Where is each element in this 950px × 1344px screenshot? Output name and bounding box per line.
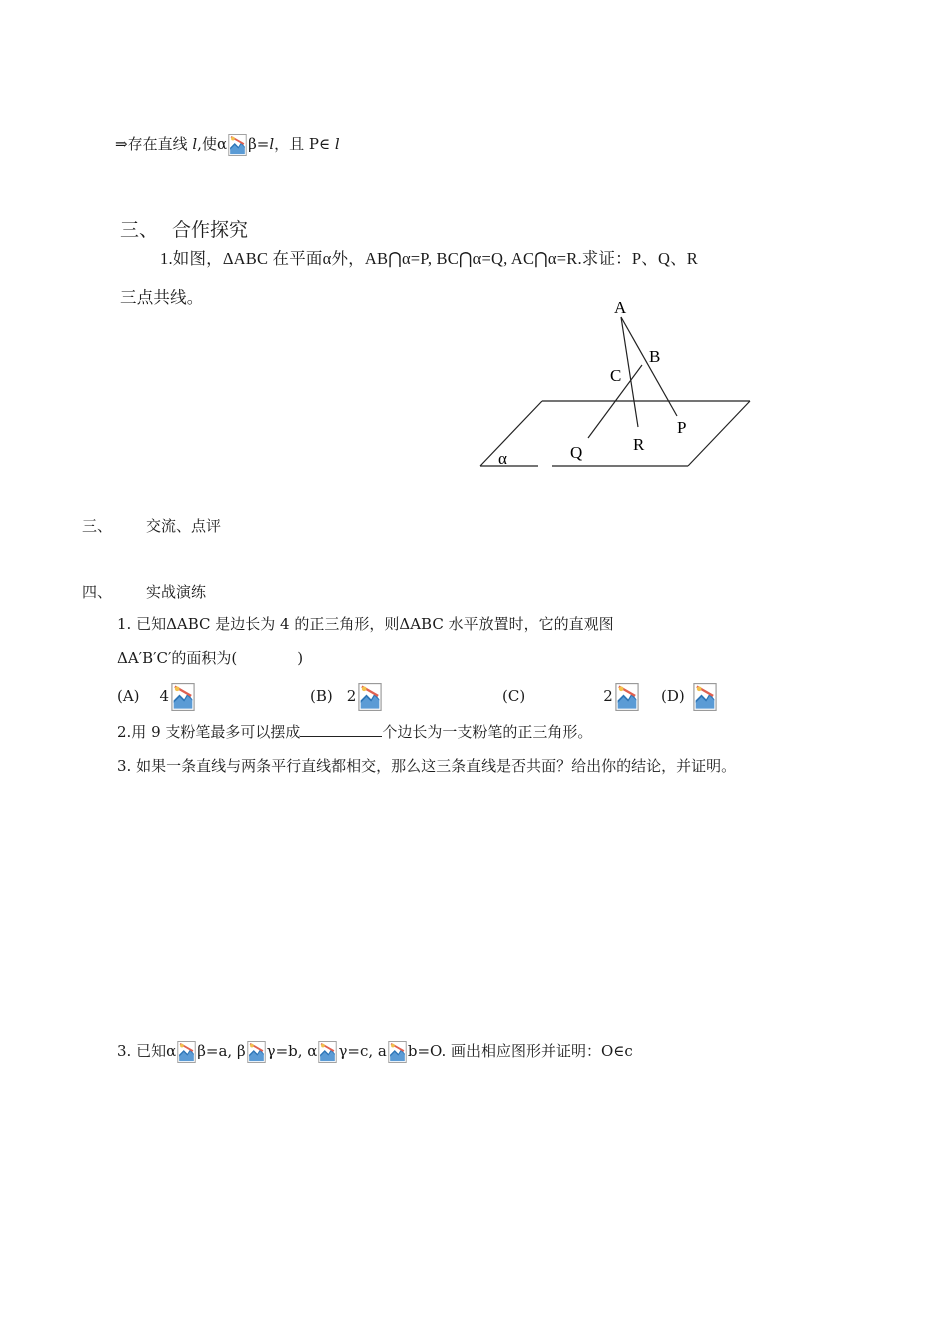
option-c[interactable]	[502, 683, 641, 711]
line-AR	[621, 317, 638, 427]
label-alpha: α	[498, 449, 507, 468]
section-number: 三、	[82, 517, 113, 535]
section-title: 交流、点评	[146, 517, 222, 535]
section-heading-practice	[82, 581, 206, 603]
label-A: A	[614, 298, 627, 317]
question-text: β=a, β	[197, 1042, 246, 1060]
option-a[interactable]	[117, 683, 197, 711]
practice-1-line-2	[117, 647, 303, 669]
question-text: 3. 已知α	[117, 1042, 177, 1060]
section-heading-cooperative: 三、 合作探究	[120, 219, 249, 241]
plane-edge-left	[480, 401, 542, 466]
question-text: 个边长为一支粉笔的正三角形。	[382, 723, 593, 741]
option-label: (A)	[117, 687, 140, 705]
option-coefficient: 2	[346, 687, 357, 705]
option-coefficient: 4	[159, 687, 170, 705]
line-symbol: l	[192, 135, 198, 153]
plane-triangle-figure	[470, 292, 770, 482]
statement-text: ,使α	[197, 135, 228, 153]
label-C: C	[610, 366, 622, 385]
option-label: (C)	[502, 687, 526, 705]
intersection-image-icon	[388, 1041, 407, 1063]
question-text: b=O. 画出相应图形并证明：O∈c	[407, 1042, 633, 1060]
label-Q: Q	[570, 443, 583, 462]
answer-blank[interactable]	[300, 722, 382, 737]
statement-text: ⇒存在直线	[115, 135, 188, 153]
formula-image-icon	[692, 683, 718, 711]
line-symbol: l	[269, 135, 275, 153]
label-R: R	[633, 435, 645, 454]
label-P: P	[677, 418, 687, 437]
answer-bracket: )	[297, 649, 304, 667]
plane-edge-right	[688, 401, 750, 466]
option-label: (D)	[661, 687, 685, 705]
section-number: 四、	[82, 583, 113, 601]
option-b[interactable]	[310, 683, 384, 711]
formula-image-icon	[357, 683, 383, 711]
intersection-image-icon	[247, 1041, 266, 1063]
question-text: 2.用 9 支粉笔最多可以摆成	[117, 723, 301, 741]
practice-1-line-1: 1. 已知ΔABC 是边长为 4 的正三角形，则ΔABC 水平放置时，它的直观图	[117, 615, 614, 633]
label-B: B	[649, 347, 661, 366]
formula-image-icon	[170, 683, 196, 711]
statement-text: β=	[248, 135, 270, 153]
intersection-image-icon	[177, 1041, 196, 1063]
intro-statement	[115, 133, 340, 156]
option-label: (B)	[310, 687, 333, 705]
intersection-image-icon	[228, 134, 247, 156]
practice-4	[117, 1040, 633, 1063]
question-text: ΔA′B′C′的面积为(	[117, 649, 238, 667]
question-text: γ=b, α	[266, 1042, 318, 1060]
option-coefficient: 2	[603, 687, 613, 705]
question-1-line-1: 1.如图，ΔABC 在平面α外，AB⋂α=P, BC⋂α=Q, AC⋂α=R.求证：P、Q、R	[160, 249, 698, 268]
section-title: 实战演练	[146, 583, 207, 601]
formula-image-icon	[614, 683, 640, 711]
practice-3: 3. 如果一条直线与两条平行直线都相交，那么这三条直线是否共面？给出你的结论，并证明。	[117, 757, 737, 775]
question-text: γ=c, a	[338, 1042, 387, 1060]
section-heading-exchange	[82, 515, 221, 537]
line-symbol: l	[334, 135, 340, 153]
option-d[interactable]	[661, 683, 719, 711]
statement-text: ，且 P∈	[274, 135, 331, 153]
practice-2	[117, 721, 592, 743]
intersection-image-icon	[318, 1041, 337, 1063]
question-1-line-2: 三点共线。	[120, 288, 204, 307]
